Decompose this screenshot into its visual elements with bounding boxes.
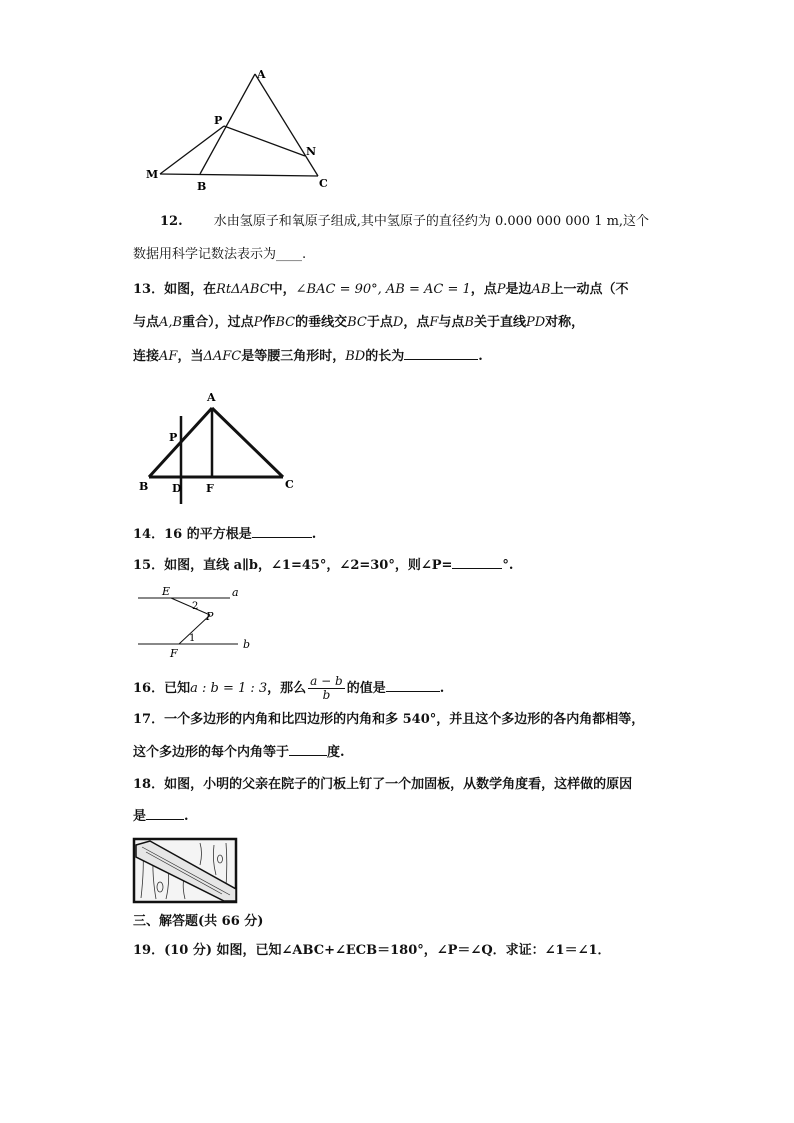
answer-blank[interactable] xyxy=(252,525,312,538)
q14-end: . xyxy=(311,527,317,542)
question-14 xyxy=(133,525,673,544)
question-18-text2: 是 xyxy=(133,809,147,824)
q17-end: 度. xyxy=(327,745,345,760)
question-12-line1 xyxy=(160,213,700,231)
label-line-b: b xyxy=(243,638,251,651)
q13-text: 连接 xyxy=(133,349,160,364)
label-c: C xyxy=(319,177,328,190)
q13-math: BC xyxy=(347,315,367,330)
fraction-denominator: b xyxy=(322,688,331,702)
question-17-text2: 这个多边形的每个内角等于 xyxy=(133,745,290,760)
question-17-line2 xyxy=(133,743,673,762)
label-e: E xyxy=(162,585,171,598)
label-angle-1: 1 xyxy=(189,633,196,644)
q13-text: 于点 xyxy=(366,315,393,330)
answer-blank[interactable] xyxy=(386,679,440,692)
label-n: N xyxy=(306,145,317,158)
section-title xyxy=(133,913,673,931)
label-m: M xyxy=(146,168,159,181)
q13-math: P xyxy=(496,282,506,297)
label-p: P xyxy=(214,114,223,127)
question-16 xyxy=(133,675,673,703)
label-a: A xyxy=(207,391,216,404)
q13-math: A,B xyxy=(159,315,183,330)
question-14-text: 14．16 的平方根是 xyxy=(133,527,252,542)
question-13-line3 xyxy=(133,347,673,366)
answer-blank[interactable] xyxy=(404,347,478,360)
question-17-line1 xyxy=(133,711,673,729)
q13-text: ，点 xyxy=(403,315,430,330)
q16-text: 16．已知 xyxy=(133,681,191,696)
question-18-line2 xyxy=(133,807,673,826)
q13-text: . xyxy=(478,349,483,364)
question-13-line2 xyxy=(133,314,673,332)
q13-math: D xyxy=(392,315,404,330)
question-12-line2 xyxy=(133,246,673,264)
q16-text: ，那么 xyxy=(267,681,307,696)
label-c: C xyxy=(285,478,294,491)
question-18-line1 xyxy=(133,776,673,794)
figure-triangle-abc xyxy=(134,386,304,506)
label-d: D xyxy=(172,482,182,495)
q13-text: 是边 xyxy=(505,282,532,297)
question-19 xyxy=(133,942,673,960)
answer-blank[interactable] xyxy=(452,556,502,569)
question-12-text2: 数据用科学记数法表示为____. xyxy=(133,247,307,262)
q13-math: RtΔABC xyxy=(216,282,270,297)
question-12-text: 水由氢原子和氧原子组成,其中氢原子的直径约为 0.000 000 000 1 m,这个 xyxy=(213,214,650,229)
q13-text: 重合），过点 xyxy=(182,315,254,330)
q13-text: ，点 xyxy=(470,282,497,297)
question-15 xyxy=(133,556,673,575)
question-19-text: 19．(10 分) 如图，已知∠ABC+∠ECB＝180°，∠P＝∠Q．求证：∠1＝∠1． xyxy=(133,943,611,958)
fraction-numerator: a − b xyxy=(310,674,343,688)
q13-math: F xyxy=(429,315,439,330)
q16-text: 的值是 xyxy=(346,681,386,696)
q13-math: BC xyxy=(275,315,296,330)
q16-fraction xyxy=(308,675,345,702)
q15-end: °. xyxy=(502,558,514,573)
q13-math: PD xyxy=(525,315,546,330)
q13-text: 中， xyxy=(269,282,296,297)
q16-end: . xyxy=(439,681,445,696)
q13-text: 上一动点（不 xyxy=(550,282,629,297)
q13-text: 与点 xyxy=(133,315,160,330)
label-angle-2: 2 xyxy=(192,601,199,612)
q13-text: 的长为 xyxy=(365,349,405,364)
q13-text: 是等腰三角形时， xyxy=(241,349,346,364)
q13-math: B xyxy=(464,315,474,330)
q13-text: 关于直线 xyxy=(473,315,526,330)
label-p: P xyxy=(206,610,214,623)
q13-math: P xyxy=(253,315,263,330)
question-13-line1 xyxy=(133,281,673,299)
label-a: A xyxy=(257,68,266,81)
figure-triangle-mpn xyxy=(140,62,340,197)
label-f: F xyxy=(206,482,214,495)
q13-math: AB xyxy=(531,282,551,297)
q13-text: 与点 xyxy=(438,315,465,330)
q13-math: AF xyxy=(159,349,178,364)
q18-end: . xyxy=(184,809,189,824)
question-12-number: 12. xyxy=(160,214,183,229)
q13-text: ，当 xyxy=(177,349,204,364)
figure-parallel-lines xyxy=(134,582,264,662)
q13-text: 的垂线交 xyxy=(295,315,348,330)
q13-math: ΔAFC xyxy=(203,349,242,364)
q13-text: 如图，在 xyxy=(164,282,217,297)
figure-door-brace xyxy=(132,837,240,905)
q13-text: 对称， xyxy=(545,315,585,330)
label-b: B xyxy=(197,180,207,193)
question-15-text: 15．如图，直线 a∥b，∠1=45°，∠2=30°，则∠P= xyxy=(133,558,453,573)
q13-math: BD xyxy=(345,349,366,364)
section-title-text: 三、解答题(共 66 分) xyxy=(133,914,264,929)
question-13-number: 13． xyxy=(133,282,165,297)
answer-blank[interactable] xyxy=(146,807,184,820)
q13-text: 作 xyxy=(262,315,276,330)
label-p: P xyxy=(169,431,178,444)
question-17-text: 17．一个多边形的内角和比四边形的内角和多 540°，并且这个多边形的各内角都相等， xyxy=(133,712,645,727)
question-18-text: 18．如图，小明的父亲在院子的门板上钉了一个加固板，从数学角度看，这样做的原因 xyxy=(133,777,633,792)
label-line-a: a xyxy=(232,586,239,599)
q16-ratio: a : b = 1 : 3 xyxy=(190,681,268,696)
q13-math: ∠BAC = 90°, AB = AC = 1 xyxy=(295,282,471,297)
answer-blank[interactable] xyxy=(289,743,327,756)
label-f: F xyxy=(170,647,178,660)
label-b: B xyxy=(139,480,149,493)
